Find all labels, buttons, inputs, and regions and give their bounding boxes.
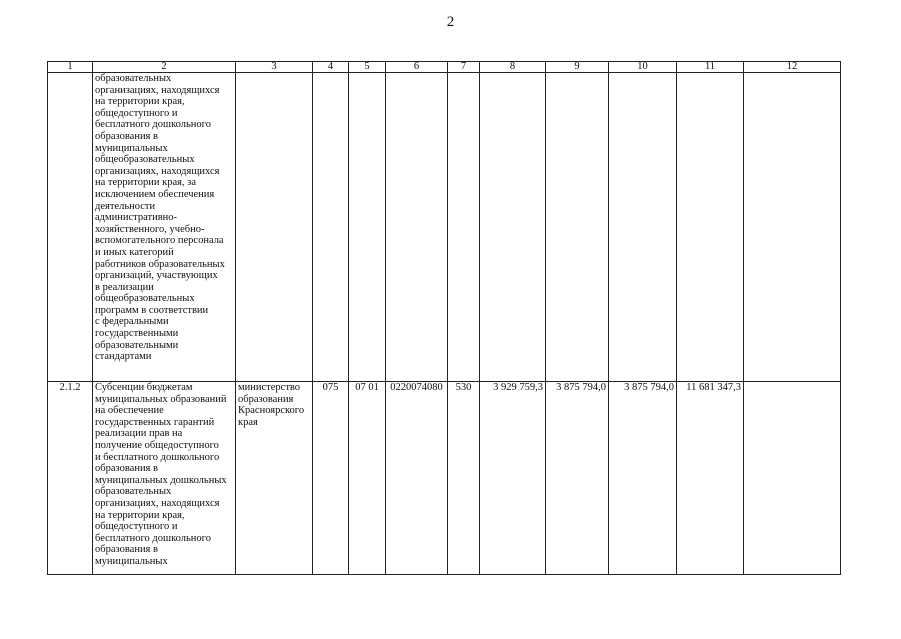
grbs-cell: 075 [313,382,349,575]
budget-table [47,61,841,575]
column-header: 8 [480,62,546,73]
column-header: 6 [386,62,448,73]
table-row [48,382,841,575]
result-cell [744,73,841,382]
rzpr-cell [349,73,386,382]
administrator-cell: министерство образования Красноярского края [236,382,313,575]
year1-amount-cell: 3 929 759,3 [480,382,546,575]
page-number: 2 [446,14,455,30]
column-header: 5 [349,62,386,73]
vr-cell: 530 [448,382,480,575]
csr-cell: 0220074080 [386,382,448,575]
year2-amount-cell: 3 875 794,0 [546,382,609,575]
column-header: 9 [546,62,609,73]
column-header: 12 [744,62,841,73]
administrator-cell [236,73,313,382]
header-row [48,62,841,73]
column-header: 1 [48,62,93,73]
rzpr-cell: 07 01 [349,382,386,575]
column-header: 4 [313,62,349,73]
column-header: 10 [609,62,677,73]
table-row [48,73,841,382]
column-header: 7 [448,62,480,73]
year3-amount-cell: 3 875 794,0 [609,382,677,575]
description-cell: образовательных организациях, находящихся на территории края, общедоступного и бесплатного дошкольного образования в муниципальных общеобразовательных организациях, находящихся на территории края, за исключением обеспечения деятельности административно- хозяйственного, учебно- вспомогательного персонала и иных категорий работников образовательных организаций, участвующих в реализации общеобразовательных программ в соответствии с федеральными государственными образовательными стандартами [93,73,236,382]
row-number-cell: 2.1.2 [48,382,93,575]
column-header: 3 [236,62,313,73]
total-amount-cell: 11 681 347,3 [677,382,744,575]
csr-cell [386,73,448,382]
year2-amount-cell [546,73,609,382]
description-cell: Субсенции бюджетам муниципальных образований на обеспечение государственных гарантий реализации прав на получение общедоступного и бесплатного дошкольного образования в муниципальных дошкольных образовательных организациях, находящихся на территории края, общедоступного и бесплатного дошкольного образования в муниципальных [93,382,236,575]
result-cell [744,382,841,575]
column-header: 11 [677,62,744,73]
year3-amount-cell [609,73,677,382]
year1-amount-cell [480,73,546,382]
total-amount-cell [677,73,744,382]
vr-cell [448,73,480,382]
grbs-cell [313,73,349,382]
row-number-cell [48,73,93,382]
column-header: 2 [93,62,236,73]
